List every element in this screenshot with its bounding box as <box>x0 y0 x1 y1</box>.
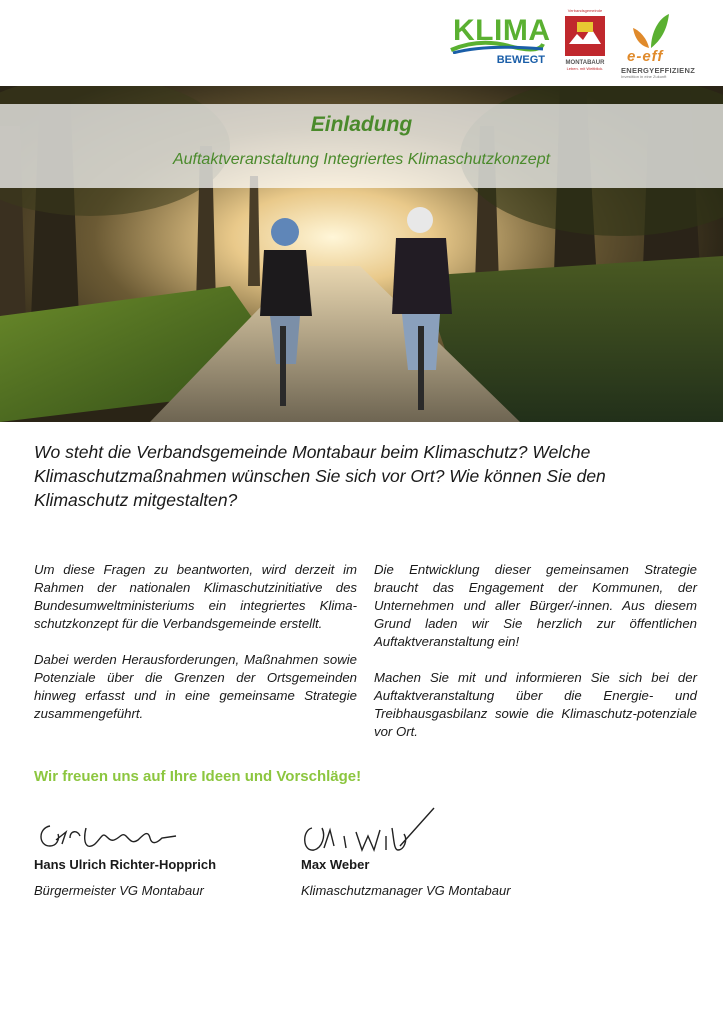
body-column-right <box>374 561 697 759</box>
klima-logo-word: KLIMA <box>453 14 551 47</box>
signature-richter-hopprich <box>36 812 186 860</box>
montabaur-logo <box>557 8 613 80</box>
paragraph: Um diese Fragen zu beantworten, wird derzeit im Rahmen der nationalen Klimaschutzinitiative des Bundesumweltministeriums ein integriertes Klima-schutzkonzept für die Verbandsgemeinde erstellt. <box>34 562 357 631</box>
klima-bewegt-logo <box>449 14 551 70</box>
lead-question: Wo steht die Verbandsgemeinde Montabaur beim Klimaschutz? Welche Klimaschutzmaßnahmen wünschen Sie sich vor Ort? Wie können Sie den Klimaschutz mitgestalten? <box>34 442 606 510</box>
signatory-role: Klimaschutzmanager VG Montabaur <box>301 883 511 898</box>
closing-line: Wir freuen uns auf Ihre Ideen und Vorschläge! <box>34 768 362 785</box>
eeff-logo-sub2: Investition in eine Zukunft <box>621 74 667 79</box>
paragraph: Dabei werden Herausforderungen, Maßnahmen sowie Potenziale über die Grenzen der Ortsgemeinden hinweg erfasst und in eine gemeinsame Strategie zusammengeführt. <box>34 652 357 721</box>
page-title: Einladung <box>310 113 413 136</box>
paragraph: Machen Sie mit und informieren Sie sich bei der Auftaktveranstaltung über die Energie- und Treibhausgasbilanz sowie die Klimaschutz-potenziale vor Ort. <box>374 670 697 739</box>
eeff-logo <box>621 12 701 80</box>
signatory-name: Hans Ulrich Richter-Hopprich <box>34 857 217 872</box>
montabaur-logo-name: MONTABAUR <box>565 60 605 66</box>
partner-logos <box>449 8 709 80</box>
klima-logo-sub: BEWEGT <box>496 54 545 66</box>
page-subtitle: Auftaktveranstaltung Integriertes Klimaschutzkonzept <box>172 151 551 168</box>
montabaur-logo-sub: Leben. mit Weitblick. <box>566 66 604 71</box>
signatory-name: Max Weber <box>301 857 370 872</box>
eeff-logo-sub: ENERGYEFFIZIENZ <box>621 66 696 75</box>
coat-of-arms-icon <box>563 14 607 58</box>
leaf-icon <box>631 12 671 50</box>
eeff-logo-word: e-eff <box>627 48 664 65</box>
body-column-left <box>34 561 357 741</box>
signature-weber <box>300 806 440 864</box>
hero-photo <box>0 86 723 422</box>
paragraph: Die Entwicklung dieser gemeinsamen Strategie braucht das Engagement der Kommunen, der Unternehmen und aller Bürger/-innen. Aus diesem Grund laden wir Sie herzlich zur öffentlichen Auftaktveranstaltung ein! <box>374 562 697 649</box>
signatory-role: Bürgermeister VG Montabaur <box>34 883 204 898</box>
montabaur-logo-top: Verbandsgemeinde <box>567 8 603 13</box>
swoosh-icon <box>449 40 545 54</box>
invitation-banner <box>0 104 723 188</box>
